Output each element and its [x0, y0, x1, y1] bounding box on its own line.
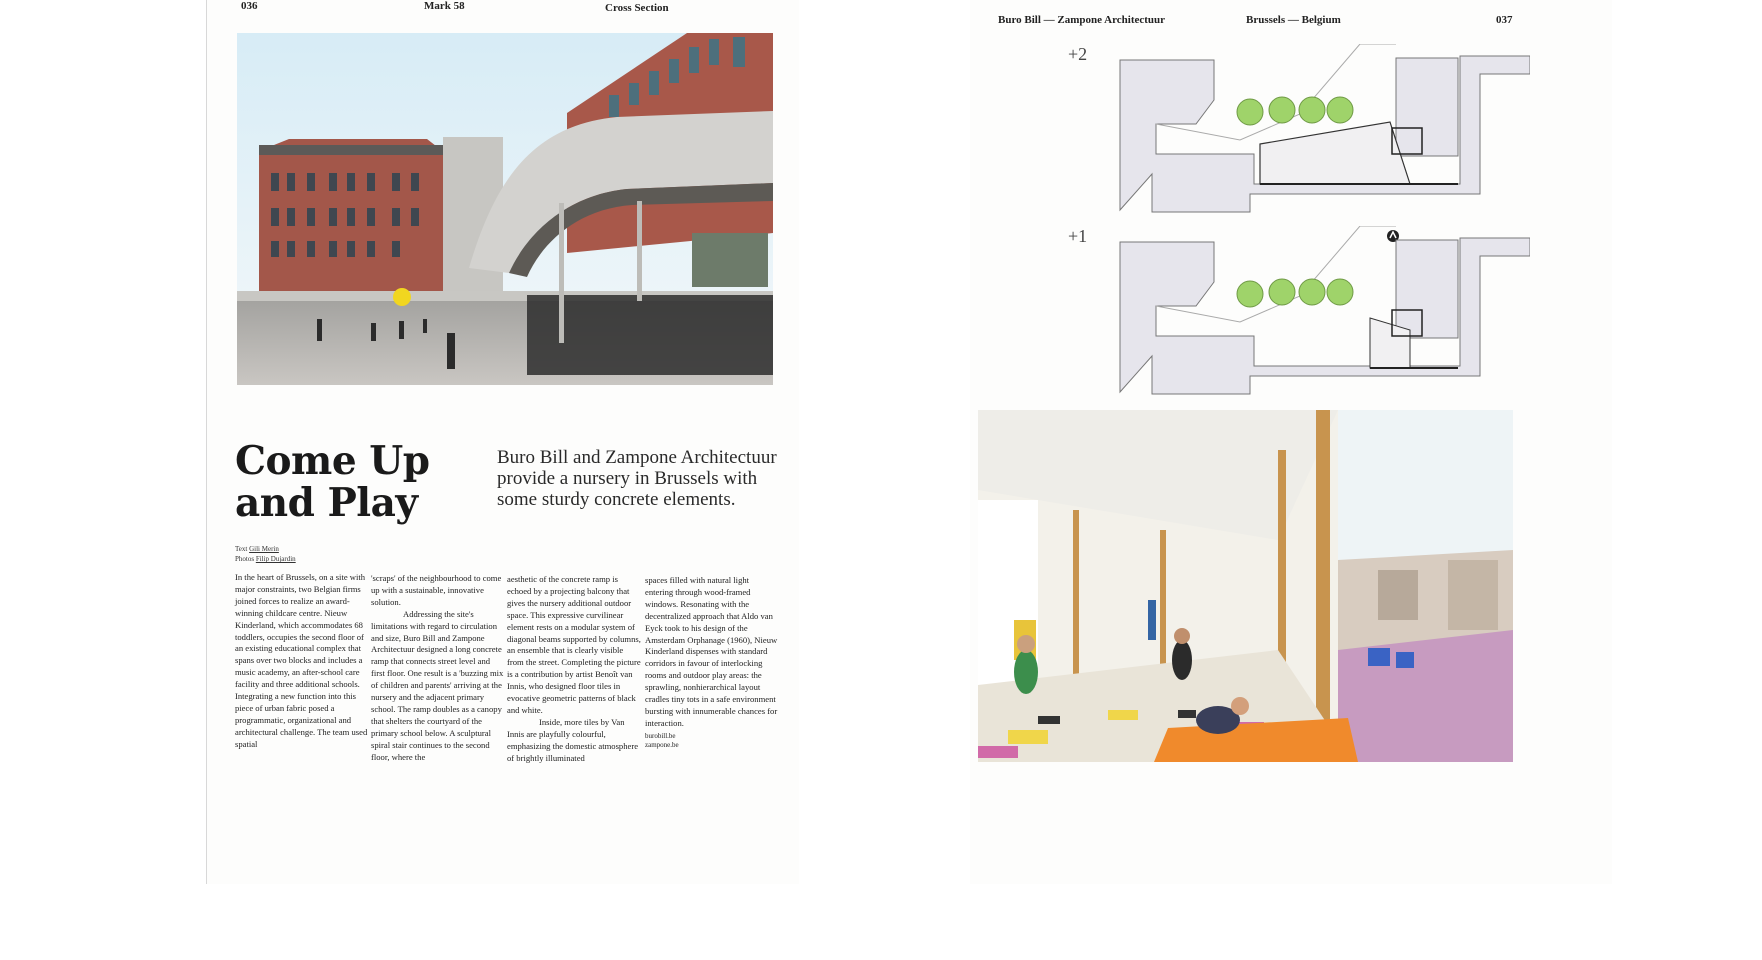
section-name: Cross Section — [605, 2, 669, 14]
left-page — [206, 0, 799, 884]
body-paragraph: 'scraps' of the neighbourhood to come up with a sustainable, innovative solution. — [371, 573, 502, 607]
body-paragraph: Addressing the site's limitations with regard to circulation and size, Buro Bill and Zampone Architectuur designed a long concrete ramp that connects street level and first floor. One result is a 'buzzing mix of children and parents' arriving at the nursery and the adjacent primary school. The ramp doubles as a canopy that shelters the courtyard of the primary school below. A sculptural spiral stair continues to the second floor, where the — [371, 608, 504, 762]
photo-credit-label: Photos — [235, 555, 255, 563]
body-paragraph: In the heart of Brussels, on a site with major constraints, two Belgian firms joined forces to realize an award-winning childcare centre. Nieuw Kinderland, which accommodates 68 toddlers, occupies the second floor of an existing educational complex that spans over two blocks and includes a music academy, an after-school care facility and three additional schools. Integrating a new function into this piece of urban fabric posed a programmatic, organizational and architectural challenge. The team used spatial — [235, 572, 368, 749]
right-page-number: 037 — [1496, 14, 1513, 26]
plan-label-level-2: +2 — [1068, 44, 1088, 64]
body-column-2 — [371, 573, 505, 764]
body-paragraph: Inside, more tiles by Van Innis are playfully colourful, emphasizing the domestic atmosphere of brightly illuminated — [507, 716, 639, 763]
text-credit-author: Gili Merin — [249, 545, 279, 553]
running-head-architects: Buro Bill — Zampone Architectuur — [998, 14, 1166, 26]
plan-label-level-1: +1 — [1068, 226, 1088, 246]
body-paragraph: spaces filled with natural light entering through wood-framed windows. Resonating with the decentralized approach that Aldo van Eyck took to his design of the Amsterdam Orphanage (1960), Nieuw Kinderland dispenses with standard corridors in favour of interlocking rooms and outdoor play areas: the sprawling, nonhierarchical layout cradles tiny tots in a safe environment bursting with innumerable chances for interaction. — [645, 575, 778, 728]
link-zampone[interactable]: zampone.be — [645, 740, 679, 749]
article-credits — [235, 544, 296, 564]
article-title — [235, 440, 430, 524]
exterior-photo — [237, 33, 773, 385]
title-line-1: Come Up — [235, 438, 430, 484]
link-burobill[interactable]: burobill.be — [645, 731, 676, 740]
body-paragraph: aesthetic of the concrete ramp is echoed by a projecting balcony that gives the nursery additional outdoor space. This expressive curvilinear element rests on a modular system of diagonal beams supported by columns, an ensemble that is clearly visible from the street. Completing the picture is a contribution by artist Benoît van Innis, who designed floor tiles in evocative geometric patterns of black and white. — [507, 574, 641, 715]
page-gutter — [798, 0, 970, 884]
text-credit-label: Text — [235, 545, 248, 553]
title-line-2: and Play — [235, 480, 418, 526]
body-column-1 — [235, 572, 369, 751]
left-page-number: 036 — [241, 0, 258, 12]
photo-credit-author: Filip Dujardin — [255, 555, 296, 563]
floor-plan-level-2 — [1110, 44, 1530, 216]
right-page — [970, 0, 1612, 884]
floor-plan-level-1 — [1110, 226, 1530, 398]
standfirst: Buro Bill and Zampone Architectuur provide a nursery in Brussels with some sturdy concrete elements. — [497, 447, 777, 510]
magazine-issue: Mark 58 — [424, 0, 465, 12]
running-head-location: Brussels — Belgium — [1246, 14, 1341, 26]
interior-photo — [978, 410, 1513, 762]
body-column-3 — [507, 574, 641, 765]
body-column-4 — [645, 575, 779, 750]
